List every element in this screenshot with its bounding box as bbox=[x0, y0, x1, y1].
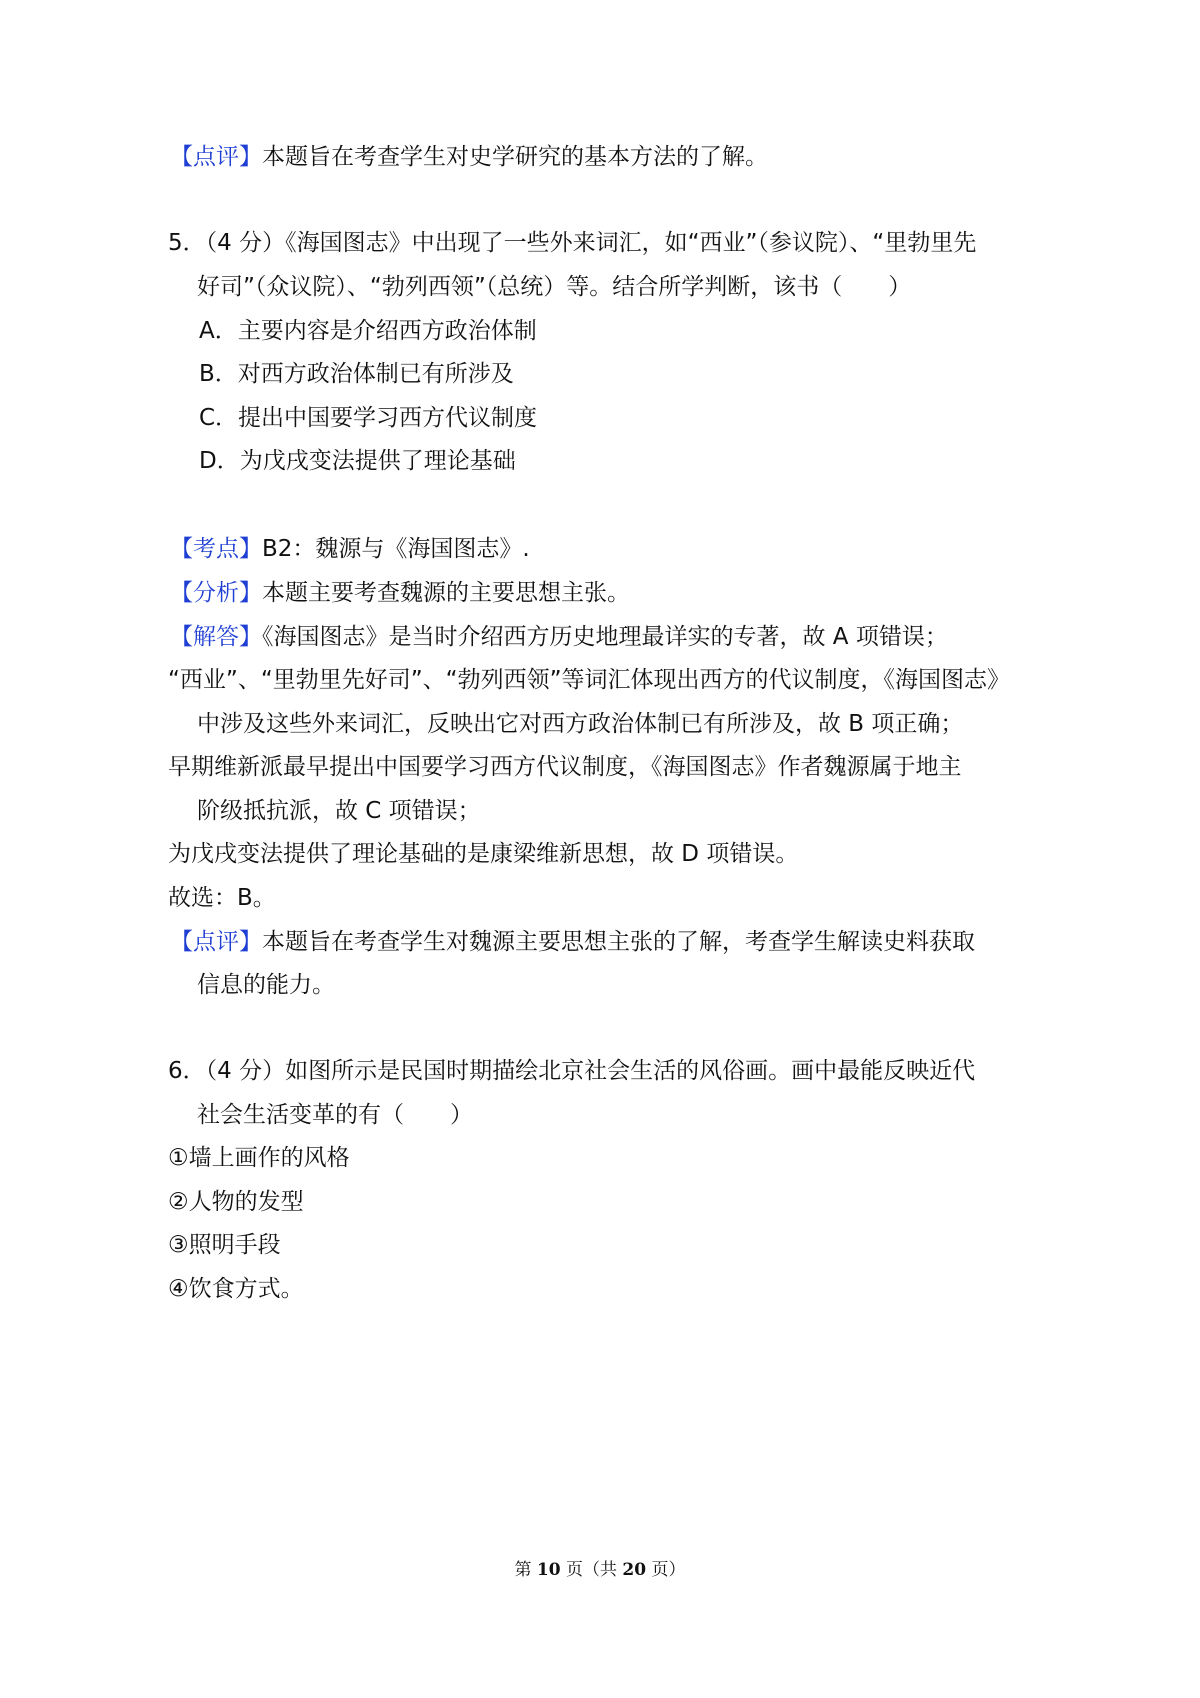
q6-item-1: ①墙上画作的风格 bbox=[168, 1145, 350, 1171]
q5-option-d: D．为戊戌变法提供了理论基础 bbox=[199, 448, 516, 474]
q5-stem-line-2: 好司”（众议院）、“勃列西领”（总统）等。结合所学判断，该书（ ） bbox=[197, 274, 912, 300]
q5-jieda-line-2: “西业”、“里勃里先好司”、“勃列西领”等词汇体现出西方的代议制度，《海国图志》 bbox=[168, 667, 1010, 693]
q5-jieda-line-5: 阶级抵抗派，故 C 项错误； bbox=[197, 798, 481, 824]
q6-item-4: ④饮食方式。 bbox=[168, 1276, 304, 1302]
q5-stem-line-1: 5．（4 分）《海国图志》中出现了一些外来词汇，如“西业”（参议院）、“里勃里先 bbox=[168, 230, 977, 256]
comment-tag: 【点评】 bbox=[170, 929, 262, 955]
q5-option-a: A．主要内容是介绍西方政治体制 bbox=[199, 318, 537, 344]
q6-item-2: ②人物的发型 bbox=[168, 1189, 304, 1215]
q6-stem-line-1: 6．（4 分）如图所示是民国时期描绘北京社会生活的风俗画。画中最能反映近代 bbox=[168, 1058, 976, 1084]
q5-fenxi bbox=[170, 577, 630, 609]
kaodian-text: B2：魏源与《海国图志》. bbox=[262, 536, 530, 562]
q5-option-c: C．提出中国要学习西方代议制度 bbox=[199, 405, 538, 431]
jieda-text: 《海国图志》是当时介绍西方历史地理最详实的专著，故 A 项错误； bbox=[262, 624, 948, 650]
fenxi-text: 本题主要考查魏源的主要思想主张。 bbox=[262, 580, 630, 606]
jieda-tag: 【解答】 bbox=[170, 624, 262, 650]
q5-jieda bbox=[170, 621, 948, 653]
q4-comment bbox=[170, 141, 768, 173]
fenxi-tag: 【分析】 bbox=[170, 580, 262, 606]
comment-text: 本题旨在考查学生对魏源主要思想主张的了解，考查学生解读史料获取 bbox=[262, 929, 975, 955]
page-footer bbox=[0, 1558, 1200, 1582]
comment-text: 本题旨在考查学生对史学研究的基本方法的了解。 bbox=[262, 144, 768, 170]
q5-jieda-line-4: 早期维新派最早提出中国要学习西方代议制度，《海国图志》作者魏源属于地主 bbox=[168, 754, 962, 780]
current-page: 10 bbox=[536, 1560, 561, 1580]
q5-kaodian bbox=[170, 533, 530, 565]
total-pages: 20 bbox=[622, 1560, 647, 1580]
q5-jieda-line-6: 为戊戌变法提供了理论基础的是康梁维新思想，故 D 项错误。 bbox=[168, 841, 799, 867]
q5-option-b: B．对西方政治体制已有所涉及 bbox=[199, 361, 514, 387]
comment-tag: 【点评】 bbox=[170, 144, 262, 170]
footer-middle: 页（共 bbox=[560, 1560, 623, 1580]
q6-stem-line-2: 社会生活变革的有（ ） bbox=[197, 1102, 473, 1128]
q5-comment bbox=[170, 926, 975, 958]
footer-suffix: 页） bbox=[646, 1560, 686, 1580]
q5-jieda-line-3: 中涉及这些外来词汇，反映出它对西方政治体制已有所涉及，故 B 项正确； bbox=[197, 711, 964, 737]
footer-prefix: 第 bbox=[514, 1560, 537, 1580]
kaodian-tag: 【考点】 bbox=[170, 536, 262, 562]
q5-comment-line-2: 信息的能力。 bbox=[197, 972, 335, 998]
q5-answer: 故选：B。 bbox=[168, 885, 276, 911]
q6-item-3: ③照明手段 bbox=[168, 1232, 281, 1258]
